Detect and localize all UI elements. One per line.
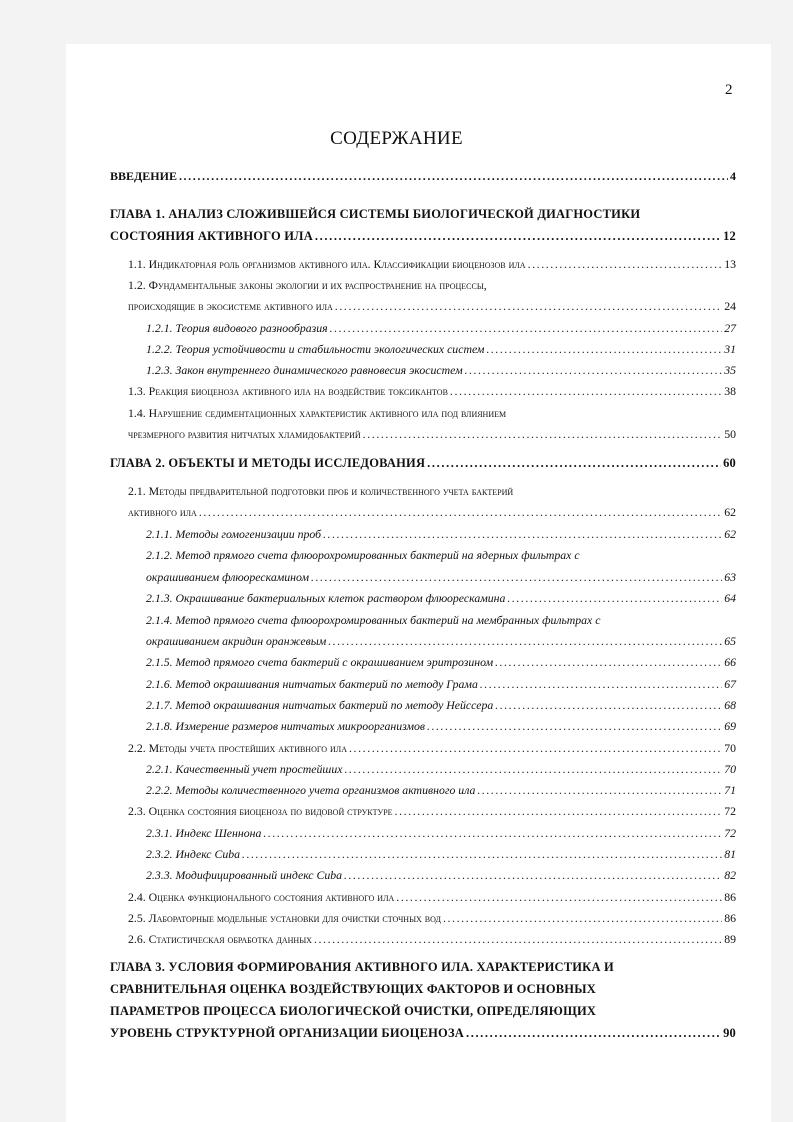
toc-subsection-2-2-2[interactable] <box>146 780 736 800</box>
toc-subsection-2-3-2[interactable] <box>146 844 736 864</box>
toc-section-1-2[interactable] <box>128 296 736 316</box>
toc-page-number: 86 <box>724 890 736 904</box>
toc-page-number: 65 <box>724 634 736 648</box>
toc-leader-dots <box>242 844 722 864</box>
toc-entry-title: 2.4. Оценка функционального состояния активного ила <box>128 890 395 904</box>
toc-entry-title: 1.2. Фундаментальные законы экологии и их распространение на процессы, <box>128 278 487 292</box>
toc-leader-dots <box>486 339 722 359</box>
toc-subsection-2-1-5[interactable] <box>146 652 736 672</box>
toc-entry-title: окрашиванием акридин оранжевым <box>146 634 327 648</box>
toc-page-number: 38 <box>724 384 736 398</box>
toc-leader-dots <box>315 226 721 246</box>
toc-chapter-3-line2[interactable] <box>110 979 736 999</box>
toc-entry-title: 2.3. Оценка состояния биоценоза по видовой структуре <box>128 804 393 818</box>
toc-chapter-1[interactable] <box>110 226 736 246</box>
toc-page-number: 35 <box>724 363 736 377</box>
toc-entry-title: 2.1.3. Окрашивание бактериальных клеток раствором флюорескамина <box>146 591 506 605</box>
toc-subsection-2-1-6[interactable] <box>146 674 736 694</box>
toc-page-number: 63 <box>724 570 736 584</box>
toc-leader-dots <box>528 254 723 274</box>
toc-leader-dots <box>330 318 723 338</box>
toc-leader-dots <box>507 588 722 608</box>
toc-section-2-1-line1[interactable] <box>128 481 736 501</box>
toc-entry-title: 1.2.3. Закон внутреннего динамического равновесия экосистем <box>146 363 463 377</box>
toc-page-number: 82 <box>724 868 736 882</box>
toc-subsection-2-1-4[interactable] <box>146 631 736 651</box>
toc-chapter-3-line3[interactable] <box>110 1001 736 1021</box>
toc-leader-dots <box>495 652 722 672</box>
toc-page-number: 62 <box>724 505 736 519</box>
toc-page-number: 27 <box>724 321 736 335</box>
toc-page-number: 89 <box>724 932 736 946</box>
toc-page-number: 31 <box>724 342 736 356</box>
toc-page-number: 90 <box>723 1026 736 1040</box>
toc-subsection-2-1-8[interactable] <box>146 716 736 736</box>
toc-page-number: 4 <box>730 169 736 183</box>
toc-leader-dots <box>335 296 722 316</box>
toc-leader-dots <box>349 738 722 758</box>
toc-entry-title: УРОВЕНЬ СТРУКТУРНОЙ ОРГАНИЗАЦИИ БИОЦЕНОЗА <box>110 1026 464 1040</box>
toc-page-number: 72 <box>724 804 736 818</box>
toc-page-number: 68 <box>724 698 736 712</box>
toc-subsection-2-2-1[interactable] <box>146 759 736 779</box>
toc-section-1-3[interactable] <box>128 381 736 401</box>
toc-leader-dots <box>328 631 722 651</box>
toc-subsection-2-1-2[interactable] <box>146 567 736 587</box>
toc-leader-dots <box>495 695 722 715</box>
page-number: 2 <box>725 82 733 98</box>
toc-entry-title: окрашиванием флюорескамином <box>146 570 310 584</box>
toc-page-number: 24 <box>724 299 736 313</box>
toc-entry-title: происходящие в экосистеме активного ила <box>128 299 333 313</box>
toc-entry-title: 1.4. Нарушение седиментационных характеристик активного ила под влиянием <box>128 406 507 420</box>
toc-entry-title: 2.1.6. Метод окрашивания нитчатых бактерий по методу Грама <box>146 677 478 691</box>
toc-entry-title: 2.1.8. Измерение размеров нитчатых микроорганизмов <box>146 719 426 733</box>
toc-entry-title: 2.1.4. Метод прямого счета флюорохромированных бактерий на мембранных фильтрах с <box>146 613 601 627</box>
toc-page-number: 66 <box>724 655 736 669</box>
toc-entry-title: СРАВНИТЕЛЬНАЯ ОЦЕНКА ВОЗДЕЙСТВУЮЩИХ ФАКТОРОВ И ОСНОВНЫХ <box>110 982 596 996</box>
toc-entry-title: 1.2.1. Теория видового разнообразия <box>146 321 328 335</box>
toc-entry-title: ГЛАВА 1. АНАЛИЗ СЛОЖИВШЕЙСЯ СИСТЕМЫ БИОЛОГИЧЕСКОЙ ДИАГНОСТИКИ <box>110 207 641 221</box>
toc-entry-title: ГЛАВА 3. УСЛОВИЯ ФОРМИРОВАНИЯ АКТИВНОГО ИЛА. ХАРАКТЕРИСТИКА И <box>110 960 614 974</box>
toc-entry-title: 1.2.2. Теория устойчивости и стабильности экологических систем <box>146 342 485 356</box>
toc-entry-title: 2.2.1. Качественный учет простейших <box>146 762 343 776</box>
toc-leader-dots <box>363 424 723 444</box>
toc-section-2-4[interactable] <box>128 887 736 907</box>
toc-chapter-3-line1[interactable] <box>110 957 736 977</box>
toc-subsection-2-1-4-line1[interactable] <box>146 610 736 630</box>
toc-leader-dots <box>323 524 722 544</box>
toc-leader-dots <box>480 674 722 694</box>
toc-section-2-1[interactable] <box>128 502 736 522</box>
toc-subsection-2-1-3[interactable] <box>146 588 736 608</box>
toc-entry-title: 2.6. Статистическая обработка данных <box>128 932 312 946</box>
toc-entry-title: активного ила <box>128 505 197 519</box>
toc-page-number: 64 <box>724 591 736 605</box>
toc-entry-title: 2.2. Методы учета простейших активного ила <box>128 741 347 755</box>
toc-subsection-2-1-7[interactable] <box>146 695 736 715</box>
toc-leader-dots <box>427 716 722 736</box>
toc-entry-title: 2.1. Методы предварительной подготовки проб и количественного учета бактерий <box>128 484 514 498</box>
toc-page-number: 62 <box>724 527 736 541</box>
toc-subsection-1-2-1[interactable] <box>146 318 736 338</box>
toc-entry-title: 2.1.5. Метод прямого счета бактерий с окрашиванием эритрозином <box>146 655 494 669</box>
toc-subsection-2-3-1[interactable] <box>146 823 736 843</box>
toc-leader-dots <box>427 453 721 473</box>
toc-entry-title: 2.1.7. Метод окрашивания нитчатых бактерий по методу Нейссера <box>146 698 494 712</box>
toc-section-1-4-line1[interactable] <box>128 403 736 423</box>
toc-entry-title: 2.5. Лабораторные модельные установки для очистки сточных вод <box>128 911 441 925</box>
toc-leader-dots <box>396 887 722 907</box>
toc-page-number: 70 <box>724 762 736 776</box>
toc-page-number: 86 <box>724 911 736 925</box>
toc-entry-title: 2.3.3. Модифицированный индекс Cuba <box>146 868 343 882</box>
toc-leader-dots <box>477 780 722 800</box>
toc-leader-dots <box>179 166 728 186</box>
toc-page-number: 71 <box>724 783 736 797</box>
toc-page-number: 81 <box>724 847 736 861</box>
toc-subsection-2-1-2-line1[interactable] <box>146 545 736 565</box>
toc-leader-dots <box>344 759 722 779</box>
toc-section-1-2-line1[interactable] <box>128 275 736 295</box>
toc-leader-dots <box>263 823 722 843</box>
toc-section-2-5[interactable] <box>128 908 736 928</box>
toc-page-number: 69 <box>724 719 736 733</box>
toc-leader-dots <box>314 929 722 949</box>
toc-leader-dots <box>450 381 722 401</box>
toc-subsection-1-2-2[interactable] <box>146 339 736 359</box>
toc-section-2-2[interactable] <box>128 738 736 758</box>
toc-leader-dots <box>344 865 722 885</box>
toc-section-1-1[interactable] <box>128 254 736 274</box>
toc-page-number: 13 <box>724 257 736 271</box>
toc-entry-title: чрезмерного развития нитчатых хламидобактерий <box>128 427 361 441</box>
toc-leader-dots <box>466 1023 721 1043</box>
toc-entry-title: ПАРАМЕТРОВ ПРОЦЕССА БИОЛОГИЧЕСКОЙ ОЧИСТКИ, ОПРЕДЕЛЯЮЩИХ <box>110 1004 597 1018</box>
toc-entry-title: 2.1.1. Методы гомогенизации проб <box>146 527 322 541</box>
toc-subsection-2-3-3[interactable] <box>146 865 736 885</box>
toc-leader-dots <box>465 360 723 380</box>
toc-page-number: 67 <box>724 677 736 691</box>
toc-leader-dots <box>199 502 722 522</box>
toc-chapter-1-line1[interactable] <box>110 204 736 224</box>
toc-entry-title: 2.3.1. Индекс Шеннона <box>146 826 262 840</box>
toc-page-number: 60 <box>723 456 736 470</box>
toc-entry-intro[interactable] <box>110 166 736 186</box>
toc-leader-dots <box>311 567 722 587</box>
toc-page-number: 72 <box>724 826 736 840</box>
toc-entry-title: 2.2.2. Методы количественного учета организмов активного ила <box>146 783 476 797</box>
toc-entry-title: 2.1.2. Метод прямого счета флюорохромированных бактерий на ядерных фильтрах с <box>146 548 580 562</box>
toc-entry-title: 2.3.2. Индекс Cuba <box>146 847 241 861</box>
page-title: СОДЕРЖАНИЕ <box>330 128 463 149</box>
toc-chapter-3[interactable] <box>110 1023 736 1043</box>
toc-leader-dots <box>395 801 723 821</box>
toc-page-number: 12 <box>723 229 736 243</box>
toc-subsection-2-1-1[interactable] <box>146 524 736 544</box>
toc-leader-dots <box>443 908 722 928</box>
toc-entry-title: 1.3. Реакция биоценоза активного ила на воздействие токсикантов <box>128 384 448 398</box>
toc-section-1-4[interactable] <box>128 424 736 444</box>
toc-section-2-6[interactable] <box>128 929 736 949</box>
toc-chapter-2[interactable] <box>110 453 736 473</box>
toc-entry-title: 1.1. Индикаторная роль организмов активного ила. Классификации биоценозов ила <box>128 257 526 271</box>
toc-section-2-3[interactable] <box>128 801 736 821</box>
toc-entry-title: ГЛАВА 2. ОБЪЕКТЫ И МЕТОДЫ ИССЛЕДОВАНИЯ <box>110 456 426 470</box>
toc-subsection-1-2-3[interactable] <box>146 360 736 380</box>
toc-entry-title: СОСТОЯНИЯ АКТИВНОГО ИЛА <box>110 229 313 243</box>
toc-page-number: 50 <box>724 427 736 441</box>
toc-entry-title: ВВЕДЕНИЕ <box>110 169 177 183</box>
toc-page-number: 70 <box>724 741 736 755</box>
